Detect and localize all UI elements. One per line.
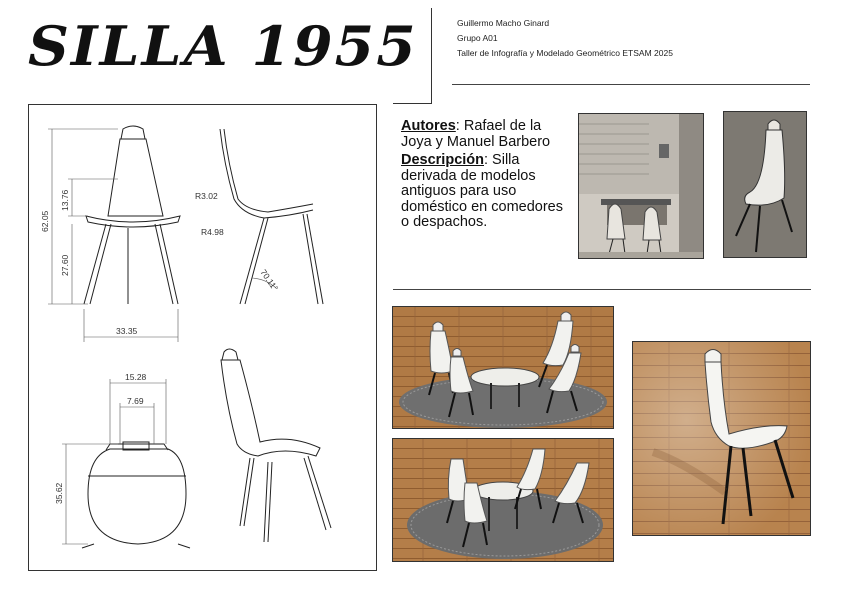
- technical-drawing: [28, 104, 377, 571]
- dim-height-back: 13.76: [60, 189, 70, 211]
- dim-angle: 70.11°: [258, 267, 281, 293]
- description-value: : Silla derivada de modelos antiguos para uso doméstico en comedores o despachos.: [401, 152, 563, 230]
- section-rule: [393, 289, 811, 290]
- historical-photo-chair: [723, 111, 807, 258]
- description-label: Descripción: [401, 152, 484, 168]
- author-name: Guillermo Macho Ginard: [457, 18, 550, 28]
- dim-back-width-inner: 7.69: [127, 396, 144, 406]
- dim-width-front: 33.35: [116, 326, 138, 336]
- render-single-chair: [632, 341, 811, 536]
- authors-value: : Rafael de la Joya y Manuel Barbero: [401, 118, 551, 150]
- description-block: [401, 119, 573, 231]
- dim-radius-top: R3.02: [195, 191, 218, 201]
- dim-back-height: 35.62: [54, 482, 64, 504]
- dim-radius-bottom: R4.98: [201, 227, 224, 237]
- course-label: Taller de Infografía y Modelado Geométrico ETSAM 2025: [457, 48, 673, 58]
- front-view: [84, 126, 180, 304]
- authors-entry: [401, 119, 573, 150]
- header-divider: [431, 8, 432, 103]
- render-dining-set-2: [392, 438, 614, 562]
- back-view: [82, 442, 190, 548]
- authors-label: Autores: [401, 118, 456, 134]
- header-corner-line: [393, 103, 432, 104]
- page-title: SILLA 1955: [28, 14, 418, 78]
- dim-back-width-outer: 15.28: [125, 372, 147, 382]
- perspective-view: [221, 349, 331, 542]
- group-label: Grupo A01: [457, 33, 498, 43]
- dim-height-seat: 27.60: [60, 254, 70, 276]
- description-entry: [401, 153, 573, 231]
- historical-photo-interior: [578, 113, 704, 259]
- render-dining-set-1: [392, 306, 614, 429]
- dim-height-total: 62.05: [40, 210, 50, 232]
- header-rule: [452, 84, 810, 85]
